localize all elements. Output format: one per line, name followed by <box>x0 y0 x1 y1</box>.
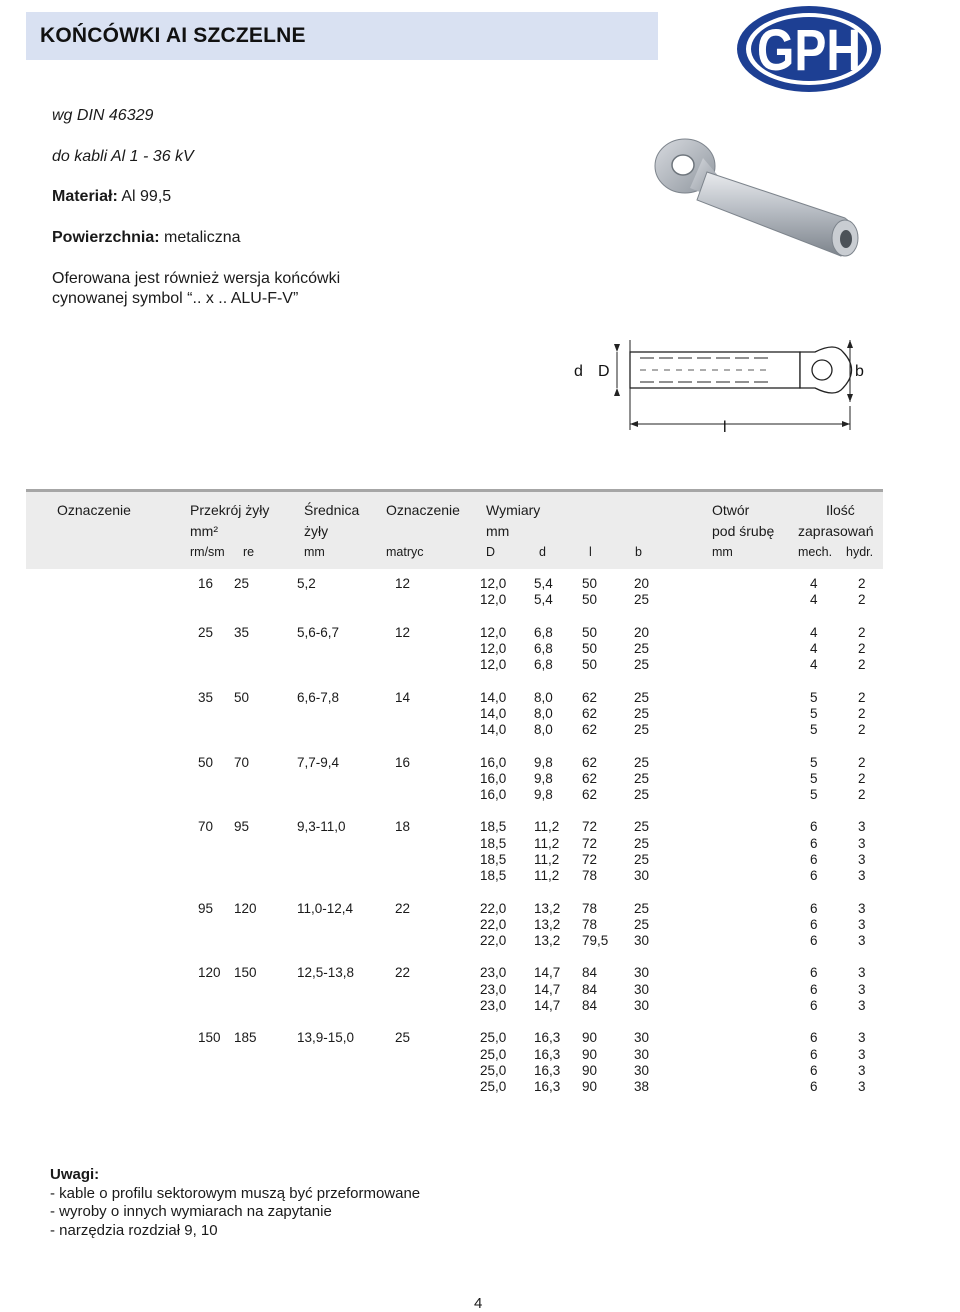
cell-d: 16,3 <box>534 1078 561 1094</box>
cell-l: 90 <box>582 1030 598 1046</box>
notes-title: Uwagi: <box>50 1166 100 1183</box>
cell-hydr: 3 <box>858 997 866 1013</box>
cell-hydr: 3 <box>858 1046 866 1062</box>
cell-hydr: 2 <box>858 640 866 656</box>
cell-D: 25,0 <box>480 1062 507 1078</box>
cell-hydr: 3 <box>858 851 866 867</box>
cell-D: 18,5 <box>480 851 507 867</box>
cell-b: 25 <box>634 786 650 802</box>
cell-l: 50 <box>582 657 598 673</box>
dimension-diagram <box>560 330 880 440</box>
cell-b: 25 <box>634 916 650 932</box>
cell-l: 90 <box>582 1046 598 1062</box>
cell-mech: 6 <box>810 932 818 948</box>
surface-line <box>52 229 241 247</box>
cell-d: 9,8 <box>534 786 553 802</box>
cell-b: 30 <box>634 932 650 948</box>
th-l: l <box>589 545 592 559</box>
cell-hydr: 2 <box>858 576 866 591</box>
cell-mech: 5 <box>810 689 818 705</box>
cell-b: 20 <box>634 576 650 591</box>
brand-logo <box>735 4 883 94</box>
cell-hydr: 3 <box>858 819 866 835</box>
cell-d: 8,0 <box>534 722 553 737</box>
cell-hydr: 3 <box>858 981 866 997</box>
table-header <box>26 492 883 569</box>
cell-b: 25 <box>634 592 650 608</box>
cell-hydr: 3 <box>858 868 866 883</box>
material-value: Al 99,5 <box>121 188 172 205</box>
cell-D: 12,0 <box>480 624 507 640</box>
cell-diam: 5,2 <box>297 576 316 591</box>
cell-matrix: 12 <box>395 576 411 591</box>
cell-D: 12,0 <box>480 592 507 608</box>
cell-diam: 9,3-11,0 <box>297 819 346 835</box>
cell-D: 18,5 <box>480 819 507 835</box>
th-oznaczenie: Oznaczenie <box>57 502 131 518</box>
cell-d: 11,2 <box>534 819 560 835</box>
cell-mech: 5 <box>810 722 818 737</box>
cell-re: 120 <box>234 900 257 916</box>
cell-diam: 7,7-9,4 <box>297 754 340 770</box>
th-re: re <box>243 545 255 559</box>
th-D: D <box>486 545 496 559</box>
cell-matrix: 18 <box>395 819 411 835</box>
th-mm2: mm² <box>190 523 218 539</box>
cell-l: 50 <box>582 576 598 591</box>
cell-l: 84 <box>582 981 598 997</box>
offer-line-1: Oferowana jest również wersja końcówki <box>52 270 341 287</box>
cell-mech: 6 <box>810 916 818 932</box>
cell-diam: 12,5-13,8 <box>297 965 355 981</box>
cell-hydr: 2 <box>858 754 866 770</box>
cell-hydr: 3 <box>858 1062 866 1078</box>
cell-mech: 6 <box>810 997 818 1013</box>
cell-b: 38 <box>634 1078 650 1094</box>
surface-label: Powierzchnia: <box>52 229 160 246</box>
cell-b: 25 <box>634 851 650 867</box>
cell-l: 62 <box>582 689 598 705</box>
cell-rm: 25 <box>198 624 214 640</box>
cell-D: 16,0 <box>480 770 507 786</box>
cell-d: 11,2 <box>534 851 560 867</box>
cell-l: 78 <box>582 916 598 932</box>
cell-matrix: 14 <box>395 689 411 705</box>
norm-text: wg DIN 46329 <box>52 107 154 124</box>
th-b: b <box>635 545 642 559</box>
cell-d: 13,2 <box>534 916 561 932</box>
cell-d: 14,7 <box>534 981 561 997</box>
cell-b: 30 <box>634 868 650 883</box>
cell-mech: 4 <box>810 576 818 591</box>
cell-re: 25 <box>234 576 250 591</box>
cell-l: 90 <box>582 1078 598 1094</box>
cell-D: 25,0 <box>480 1046 507 1062</box>
cell-mech: 6 <box>810 965 818 981</box>
cell-d: 6,8 <box>534 624 553 640</box>
cell-mech: 5 <box>810 770 818 786</box>
cell-l: 72 <box>582 851 598 867</box>
cell-b: 25 <box>634 657 650 673</box>
th-oznaczenie-matryc: Oznaczenie <box>386 502 460 518</box>
cell-D: 25,0 <box>480 1030 507 1046</box>
surface-value: metaliczna <box>164 229 241 246</box>
cell-b: 25 <box>634 722 650 737</box>
cell-D: 22,0 <box>480 932 507 948</box>
cell-re: 70 <box>234 754 250 770</box>
cell-b: 30 <box>634 981 650 997</box>
cell-d: 6,8 <box>534 640 553 656</box>
cell-hydr: 2 <box>858 722 866 737</box>
th-pod-srube: pod śrubę <box>712 523 775 539</box>
note-item: - wyroby o innych wymiarach na zapytanie <box>50 1203 332 1220</box>
cell-l: 84 <box>582 997 598 1013</box>
cell-hydr: 2 <box>858 770 866 786</box>
th-wymiary-mm: mm <box>486 523 510 539</box>
th-hydr: hydr. <box>846 545 874 559</box>
cell-D: 23,0 <box>480 981 507 997</box>
cell-D: 22,0 <box>480 900 507 916</box>
cell-b: 25 <box>634 835 650 851</box>
cell-d: 14,7 <box>534 965 561 981</box>
cell-l: 79,5 <box>582 932 609 948</box>
cell-b: 25 <box>634 770 650 786</box>
th-srednica-mm: mm <box>304 545 325 559</box>
th-zyly: żyły <box>304 523 329 539</box>
cell-rm: 95 <box>198 900 214 916</box>
cell-D: 18,5 <box>480 835 507 851</box>
cell-D: 22,0 <box>480 916 507 932</box>
th-ilosc: Ilość <box>826 502 855 518</box>
cell-D: 16,0 <box>480 754 507 770</box>
cell-hydr: 2 <box>858 705 866 721</box>
cell-D: 16,0 <box>480 786 507 802</box>
cell-D: 14,0 <box>480 705 507 721</box>
page-number: 4 <box>474 1295 483 1312</box>
th-wymiary: Wymiary <box>486 502 541 518</box>
cell-d: 8,0 <box>534 689 553 705</box>
logo-text: GPH <box>757 18 861 83</box>
cell-diam: 13,9-15,0 <box>297 1030 355 1046</box>
cell-matrix: 22 <box>395 965 411 981</box>
diagram-label-d: d <box>574 363 583 380</box>
cell-d: 11,2 <box>534 835 560 851</box>
cell-diam: 6,6-7,8 <box>297 689 340 705</box>
cell-mech: 4 <box>810 592 818 608</box>
th-rm-sm: rm/sm <box>190 545 225 559</box>
cell-l: 62 <box>582 705 598 721</box>
cell-hydr: 3 <box>858 965 866 981</box>
cell-D: 14,0 <box>480 722 507 737</box>
cell-b: 30 <box>634 1046 650 1062</box>
th-przekroj: Przekrój żyły <box>190 502 270 518</box>
cell-mech: 6 <box>810 900 818 916</box>
cell-matrix: 12 <box>395 624 411 640</box>
offer-line-2: cynowanej symbol “.. x .. ALU-F-V” <box>52 290 299 307</box>
cell-l: 50 <box>582 640 598 656</box>
cell-l: 72 <box>582 835 598 851</box>
cell-l: 72 <box>582 819 598 835</box>
cell-hydr: 3 <box>858 900 866 916</box>
cell-b: 30 <box>634 997 650 1013</box>
cell-d: 9,8 <box>534 770 553 786</box>
cell-hydr: 2 <box>858 624 866 640</box>
page-title: KOŃCÓWKI AI SZCZELNE <box>40 24 306 47</box>
cell-mech: 6 <box>810 868 818 883</box>
th-otwor: Otwór <box>712 502 750 518</box>
cell-hydr: 3 <box>858 835 866 851</box>
cell-l: 78 <box>582 900 598 916</box>
cell-b: 30 <box>634 965 650 981</box>
cell-hydr: 3 <box>858 932 866 948</box>
cell-d: 8,0 <box>534 705 553 721</box>
cell-l: 50 <box>582 624 598 640</box>
cell-d: 13,2 <box>534 932 561 948</box>
cell-mech: 6 <box>810 1046 818 1062</box>
note-item: - kable o profilu sektorowym muszą być przeformowane <box>50 1184 421 1202</box>
cell-hydr: 2 <box>858 592 866 608</box>
cell-rm: 120 <box>198 965 221 981</box>
cell-hydr: 3 <box>858 1078 866 1094</box>
cell-b: 30 <box>634 1030 650 1046</box>
cell-mech: 5 <box>810 754 818 770</box>
cell-b: 25 <box>634 705 650 721</box>
cell-hydr: 2 <box>858 657 866 673</box>
th-otwor-mm: mm <box>712 545 733 559</box>
cell-matrix: 16 <box>395 754 411 770</box>
cell-d: 9,8 <box>534 754 553 770</box>
cell-d: 11,2 <box>534 868 560 883</box>
cell-d: 5,4 <box>534 592 553 608</box>
cell-rm: 50 <box>198 754 214 770</box>
cell-re: 50 <box>234 689 250 705</box>
cell-l: 84 <box>582 965 598 981</box>
cell-rm: 150 <box>198 1030 221 1046</box>
cell-D: 12,0 <box>480 576 507 591</box>
cell-hydr: 2 <box>858 689 866 705</box>
th-matryc: matryc <box>386 545 424 559</box>
cell-b: 25 <box>634 689 650 705</box>
cell-rm: 16 <box>198 576 214 591</box>
cell-d: 5,4 <box>534 576 553 591</box>
cell-mech: 5 <box>810 786 818 802</box>
cell-diam: 11,0-12,4 <box>297 900 354 916</box>
product-photo <box>645 128 865 288</box>
cell-diam: 5,6-6,7 <box>297 624 340 640</box>
th-mech: mech. <box>798 545 833 559</box>
cell-mech: 6 <box>810 851 818 867</box>
cell-D: 12,0 <box>480 640 507 656</box>
cell-matrix: 22 <box>395 900 411 916</box>
cell-l: 62 <box>582 770 598 786</box>
cell-rm: 70 <box>198 819 214 835</box>
cell-hydr: 3 <box>858 1030 866 1046</box>
cell-d: 14,7 <box>534 997 561 1013</box>
title-bar <box>26 12 658 60</box>
diagram-label-l: l <box>723 419 727 436</box>
material-line <box>52 188 171 206</box>
diagram-label-D: D <box>598 363 610 380</box>
cell-l: 78 <box>582 868 598 883</box>
cell-b: 20 <box>634 624 650 640</box>
cell-l: 62 <box>582 722 598 737</box>
cell-b: 25 <box>634 900 650 916</box>
cell-matrix: 25 <box>395 1030 411 1046</box>
cell-hydr: 3 <box>858 916 866 932</box>
cell-D: 25,0 <box>480 1078 507 1094</box>
cell-mech: 6 <box>810 1062 818 1078</box>
th-d: d <box>539 545 546 559</box>
cell-mech: 4 <box>810 624 818 640</box>
cable-text: do kabli Al 1 - 36 kV <box>52 148 194 165</box>
cell-D: 23,0 <box>480 965 507 981</box>
cell-d: 16,3 <box>534 1046 561 1062</box>
cell-b: 30 <box>634 1062 650 1078</box>
cell-mech: 6 <box>810 1078 818 1094</box>
notes-section <box>50 1166 420 1240</box>
material-label: Materiał: <box>52 188 118 205</box>
cell-b: 25 <box>634 819 650 835</box>
cell-rm: 35 <box>198 689 214 705</box>
cell-hydr: 2 <box>858 786 866 802</box>
note-item: - narzędzia rozdział 9, 10 <box>50 1221 218 1239</box>
cell-D: 14,0 <box>480 689 507 705</box>
cell-d: 16,3 <box>534 1062 561 1078</box>
th-srednica: Średnica <box>304 502 360 518</box>
cell-re: 35 <box>234 624 250 640</box>
cell-b: 25 <box>634 640 650 656</box>
cell-mech: 5 <box>810 705 818 721</box>
cell-mech: 6 <box>810 819 818 835</box>
cell-re: 185 <box>234 1030 257 1046</box>
cell-b: 25 <box>634 754 650 770</box>
cell-l: 90 <box>582 1062 598 1078</box>
cell-mech: 4 <box>810 657 818 673</box>
cell-l: 50 <box>582 592 598 608</box>
cell-d: 13,2 <box>534 900 561 916</box>
cell-mech: 6 <box>810 981 818 997</box>
cell-re: 150 <box>234 965 257 981</box>
cell-l: 62 <box>582 786 598 802</box>
cell-mech: 6 <box>810 835 818 851</box>
cell-D: 12,0 <box>480 657 507 673</box>
cell-d: 16,3 <box>534 1030 561 1046</box>
cell-D: 18,5 <box>480 868 507 883</box>
th-zaprasowan: zaprasowań <box>798 523 874 539</box>
cell-mech: 4 <box>810 640 818 656</box>
diagram-label-b: b <box>855 363 864 380</box>
cell-l: 62 <box>582 754 598 770</box>
cell-D: 23,0 <box>480 997 507 1013</box>
cell-mech: 6 <box>810 1030 818 1046</box>
cell-re: 95 <box>234 819 250 835</box>
cell-d: 6,8 <box>534 657 553 673</box>
